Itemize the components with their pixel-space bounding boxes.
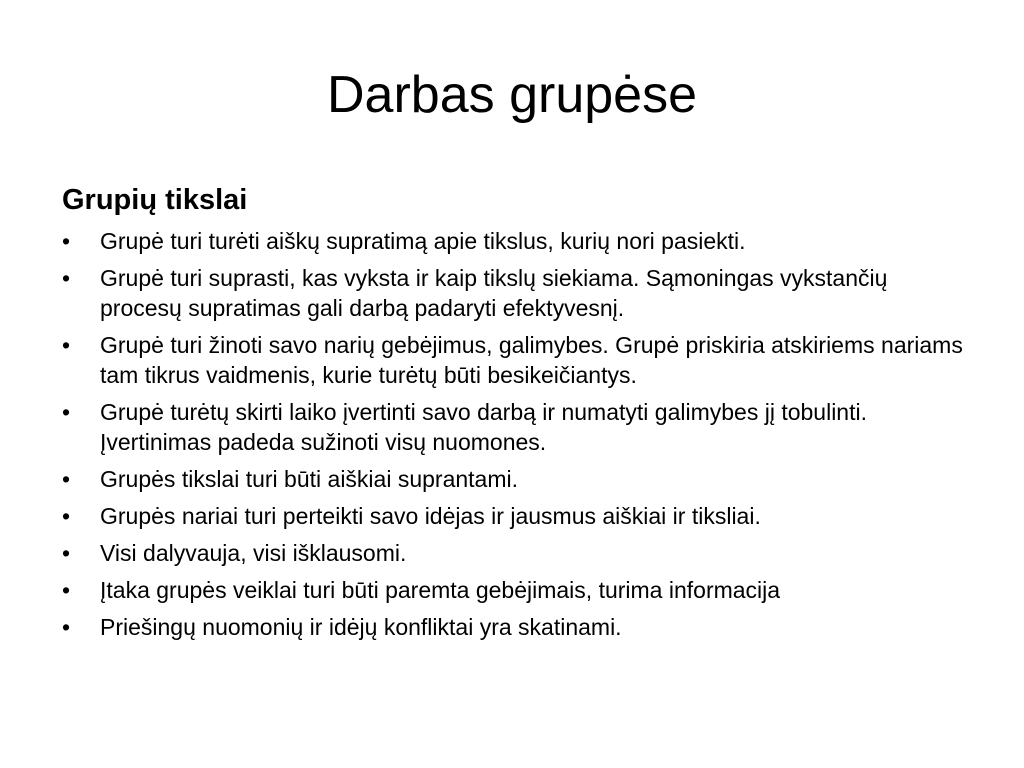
list-item [62, 263, 972, 323]
slide-title: Darbas grupėse [327, 66, 697, 124]
list-item-text: Grupė turi turėti aiškų supratimą apie tikslus, kurių nori pasiekti. [100, 228, 746, 254]
list-item-text: Grupės tikslai turi būti aiškiai suprantami. [100, 466, 518, 492]
list-item [62, 575, 972, 605]
list-item [62, 330, 972, 390]
list-item [62, 226, 972, 256]
bullet-icon: • [62, 228, 71, 254]
list-item-text: Grupė turi suprasti, kas vyksta ir kaip tikslų siekiama. Sąmoningas vykstančių procesų supratimas gali darbą padaryti efektyvesnį. [100, 265, 888, 321]
bullet-icon: • [62, 577, 71, 603]
list-item-text: Visi dalyvauja, visi išklausomi. [100, 540, 407, 566]
list-item-text: Grupės nariai turi perteikti savo idėjas ir jausmus aiškiai ir tiksliai. [100, 503, 761, 529]
list-item [62, 538, 972, 568]
bullet-icon: • [62, 466, 71, 492]
list-item-text: Priešingų nuomonių ir idėjų konfliktai yra skatinami. [100, 614, 622, 640]
list-item [62, 397, 972, 457]
slide-content [62, 180, 972, 649]
list-item-text: Įtaka grupės veiklai turi būti paremta gebėjimais, turima informacija [100, 577, 781, 603]
bullet-icon: • [62, 399, 71, 425]
bullet-list [62, 226, 972, 642]
list-item-text: Grupė turi žinoti savo narių gebėjimus, galimybes. Grupė priskiria atskiriems nariams tam tikrus vaidmenis, kurie turėtų būti besikeičiantys. [100, 332, 963, 388]
bullet-icon: • [62, 265, 71, 291]
list-item-text: Grupė turėtų skirti laiko įvertinti savo darbą ir numatyti galimybes jį tobulinti. Įvertinimas padeda sužinoti visų nuomones. [100, 399, 867, 455]
bullet-icon: • [62, 540, 71, 566]
bullet-icon: • [62, 503, 71, 529]
list-item [62, 464, 972, 494]
list-item [62, 612, 972, 642]
bullet-icon: • [62, 332, 71, 358]
section-heading: Grupių tikslai [62, 184, 248, 216]
list-item [62, 501, 972, 531]
bullet-icon: • [62, 614, 71, 640]
